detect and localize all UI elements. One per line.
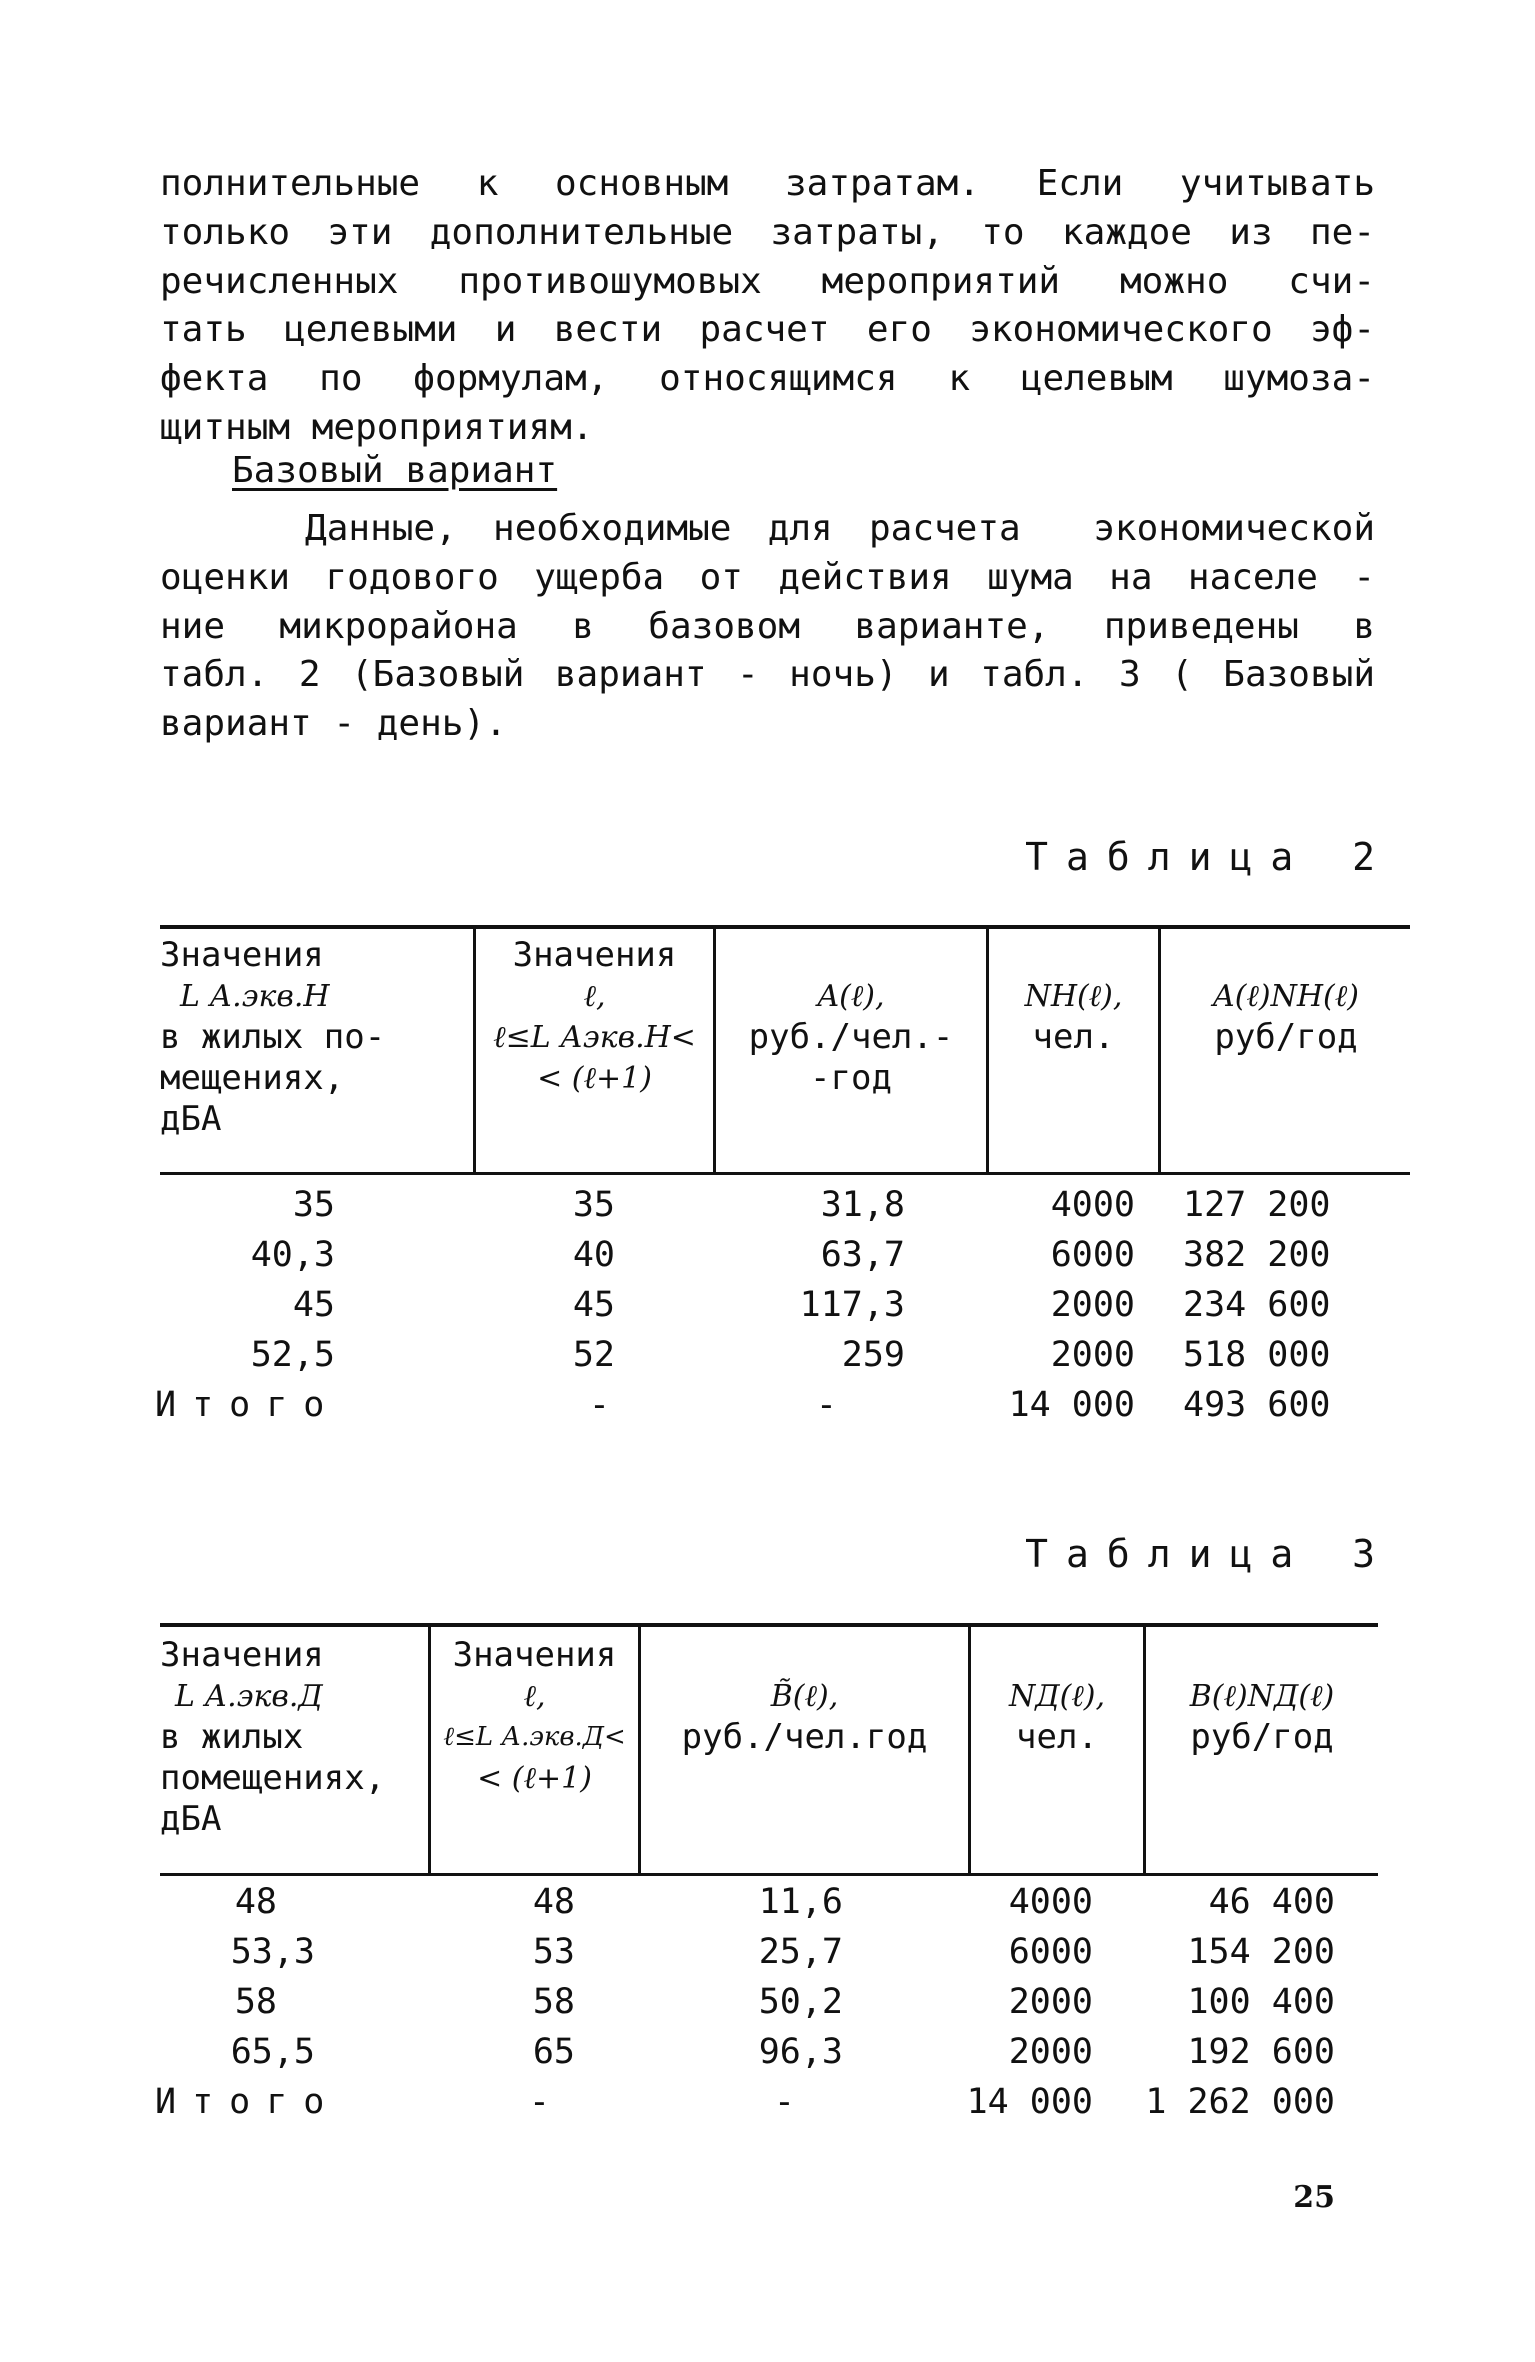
header-symbol: A(ℓ), bbox=[817, 979, 885, 1014]
cell-level: 35 bbox=[292, 1185, 335, 1225]
cell-n: 2000 bbox=[1008, 1982, 1093, 2022]
header-text: мещениях, bbox=[160, 1058, 345, 1098]
cell-l: 40 bbox=[572, 1235, 615, 1275]
cell-total: 518 000 bbox=[1183, 1335, 1331, 1375]
cell-total: 234 600 bbox=[1183, 1285, 1331, 1325]
table-header-rule bbox=[160, 1873, 1378, 1876]
header-text: помещениях, bbox=[160, 1758, 386, 1798]
header-text: Значения bbox=[512, 935, 677, 975]
cell-total: 154 200 bbox=[1187, 1932, 1335, 1972]
cell-level: 52,5 bbox=[250, 1335, 335, 1375]
cell-total: 100 400 bbox=[1187, 1982, 1335, 2022]
text-line: оценки годового ущерба от действия шума на населе - bbox=[160, 556, 1375, 598]
cell-l: 52 bbox=[572, 1335, 615, 1375]
cell-a: 50,2 bbox=[758, 1982, 843, 2022]
cell-a: 11,6 bbox=[758, 1882, 843, 1922]
cell-l: 53 bbox=[532, 1932, 575, 1972]
header-text: в жилых bbox=[160, 1717, 304, 1757]
header-text: -год bbox=[810, 1058, 892, 1098]
cell-l: 65 bbox=[532, 2032, 575, 2072]
header-symbol: NД(ℓ), bbox=[1008, 1679, 1106, 1714]
header-text: руб./чел.год bbox=[681, 1717, 928, 1757]
cell-total-label: Итого bbox=[155, 2082, 341, 2122]
header-col-4 bbox=[971, 1676, 1143, 1758]
cell-l: - bbox=[588, 1385, 610, 1425]
cell-level: 53,3 bbox=[230, 1932, 315, 1972]
cell-a: 96,3 bbox=[758, 2032, 843, 2072]
cell-a: 259 bbox=[841, 1335, 905, 1375]
cell-total-label: Итого bbox=[155, 1385, 341, 1425]
cell-l: 58 bbox=[532, 1982, 575, 2022]
header-symbol: B̃(ℓ), bbox=[770, 1679, 839, 1714]
text-line: фекта по формулам, относящимся к целевым шумоза- bbox=[160, 358, 1375, 400]
header-text: чел. bbox=[1032, 1017, 1115, 1057]
header-text: Значения bbox=[452, 1635, 617, 1675]
cell-total: 46 400 bbox=[1208, 1882, 1335, 1922]
page-number: 25 bbox=[1293, 2180, 1335, 2215]
cell-l: 35 bbox=[572, 1185, 615, 1225]
header-symbol: B(ℓ)NД(ℓ) bbox=[1189, 1679, 1335, 1714]
cell-total: 127 200 bbox=[1183, 1185, 1331, 1225]
cell-n: 4000 bbox=[1050, 1185, 1135, 1225]
header-text: руб/год bbox=[1214, 1017, 1358, 1057]
header-symbol: ℓ, bbox=[583, 979, 606, 1014]
cell-level: 40,3 bbox=[250, 1235, 335, 1275]
cell-n: 6000 bbox=[1050, 1235, 1135, 1275]
cell-a: - bbox=[773, 2082, 795, 2122]
cell-level: 65,5 bbox=[230, 2032, 315, 2072]
text-line: тать целевыми и вести расчет его экономического эф- bbox=[160, 309, 1375, 351]
header-col-5 bbox=[1161, 976, 1411, 1058]
text-line: только эти дополнительные затраты, то каждое из пе- bbox=[160, 211, 1375, 253]
table-header-rule bbox=[160, 1172, 1410, 1175]
header-symbol: ℓ≤L Аэкв.Н< bbox=[493, 1020, 696, 1055]
header-col-1 bbox=[160, 935, 385, 1140]
header-symbol: A(ℓ)NН(ℓ) bbox=[1213, 979, 1359, 1014]
table-3-title: Таблица 3 bbox=[1025, 1532, 1393, 1576]
text-line: речисленных противошумовых мероприятий можно счи- bbox=[160, 260, 1375, 302]
cell-n: 2000 bbox=[1050, 1335, 1135, 1375]
header-col-2 bbox=[476, 935, 713, 1099]
paragraph-2 bbox=[160, 505, 1375, 749]
header-symbol: NН(ℓ), bbox=[1024, 979, 1123, 1014]
header-text: Значения bbox=[160, 935, 324, 975]
header-col-3 bbox=[641, 1676, 968, 1758]
cell-l: 48 bbox=[532, 1882, 575, 1922]
cell-l: - bbox=[528, 2082, 550, 2122]
cell-n: 4000 bbox=[1008, 1882, 1093, 1922]
table-top-rule bbox=[160, 1623, 1378, 1627]
header-symbol: < (ℓ+1) bbox=[477, 1761, 592, 1796]
header-text: дБА bbox=[160, 1099, 222, 1139]
table-top-rule bbox=[160, 925, 1410, 929]
cell-a: - bbox=[815, 1385, 837, 1425]
header-symbol: L А.экв.Н bbox=[180, 979, 330, 1014]
header-symbol: < (ℓ+1) bbox=[537, 1061, 652, 1096]
header-col-5 bbox=[1146, 1676, 1378, 1758]
text-line: табл. 2 (Базовый вариант - ночь) и табл. 3 ( Базовый bbox=[160, 654, 1375, 696]
header-text: руб./чел.- bbox=[748, 1017, 954, 1057]
cell-n: 2000 bbox=[1050, 1285, 1135, 1325]
cell-total: 1 262 000 bbox=[1145, 2082, 1335, 2122]
header-text: дБА bbox=[160, 1799, 222, 1839]
cell-a: 117,3 bbox=[799, 1285, 905, 1325]
cell-a: 31,8 bbox=[820, 1185, 905, 1225]
text-line: ние микрорайона в базовом варианте, приведены в bbox=[160, 605, 1375, 647]
header-text: Значения bbox=[160, 1635, 324, 1675]
cell-level: 48 bbox=[234, 1882, 277, 1922]
cell-total: 192 600 bbox=[1187, 2032, 1335, 2072]
text-line: вариант - день). bbox=[160, 703, 507, 745]
header-text: в жилых по- bbox=[160, 1017, 386, 1057]
text-line: щитным мероприятиям. bbox=[160, 406, 594, 448]
cell-l: 45 bbox=[572, 1285, 615, 1325]
text-line: Данные, необходимые для расчета экономической bbox=[160, 508, 1375, 549]
paragraph-1 bbox=[160, 160, 1375, 453]
table-2-title: Таблица 2 bbox=[1025, 835, 1393, 879]
cell-total: 382 200 bbox=[1183, 1235, 1331, 1275]
cell-a: 25,7 bbox=[758, 1932, 843, 1972]
header-text: руб/год bbox=[1190, 1717, 1334, 1757]
header-col-4 bbox=[989, 976, 1158, 1058]
text-line: полнительные к основным затратам. Если учитывать bbox=[160, 163, 1375, 204]
cell-total: 493 600 bbox=[1183, 1385, 1331, 1425]
header-symbol: ℓ, bbox=[523, 1679, 546, 1714]
cell-level: 45 bbox=[292, 1285, 335, 1325]
header-col-2 bbox=[431, 1635, 638, 1799]
header-col-1 bbox=[160, 1635, 385, 1840]
cell-n: 6000 bbox=[1008, 1932, 1093, 1972]
header-text: чел. bbox=[1016, 1717, 1098, 1757]
header-symbol: L А.экв.Д bbox=[175, 1679, 323, 1714]
cell-n: 14 000 bbox=[1008, 1385, 1135, 1425]
cell-level: 58 bbox=[234, 1982, 277, 2022]
cell-n: 14 000 bbox=[966, 2082, 1093, 2122]
cell-n: 2000 bbox=[1008, 2032, 1093, 2072]
header-symbol: ℓ≤L А.экв.Д< bbox=[443, 1722, 626, 1752]
cell-a: 63,7 bbox=[820, 1235, 905, 1275]
section-heading: Базовый вариант bbox=[232, 450, 558, 491]
header-col-3 bbox=[716, 976, 986, 1099]
